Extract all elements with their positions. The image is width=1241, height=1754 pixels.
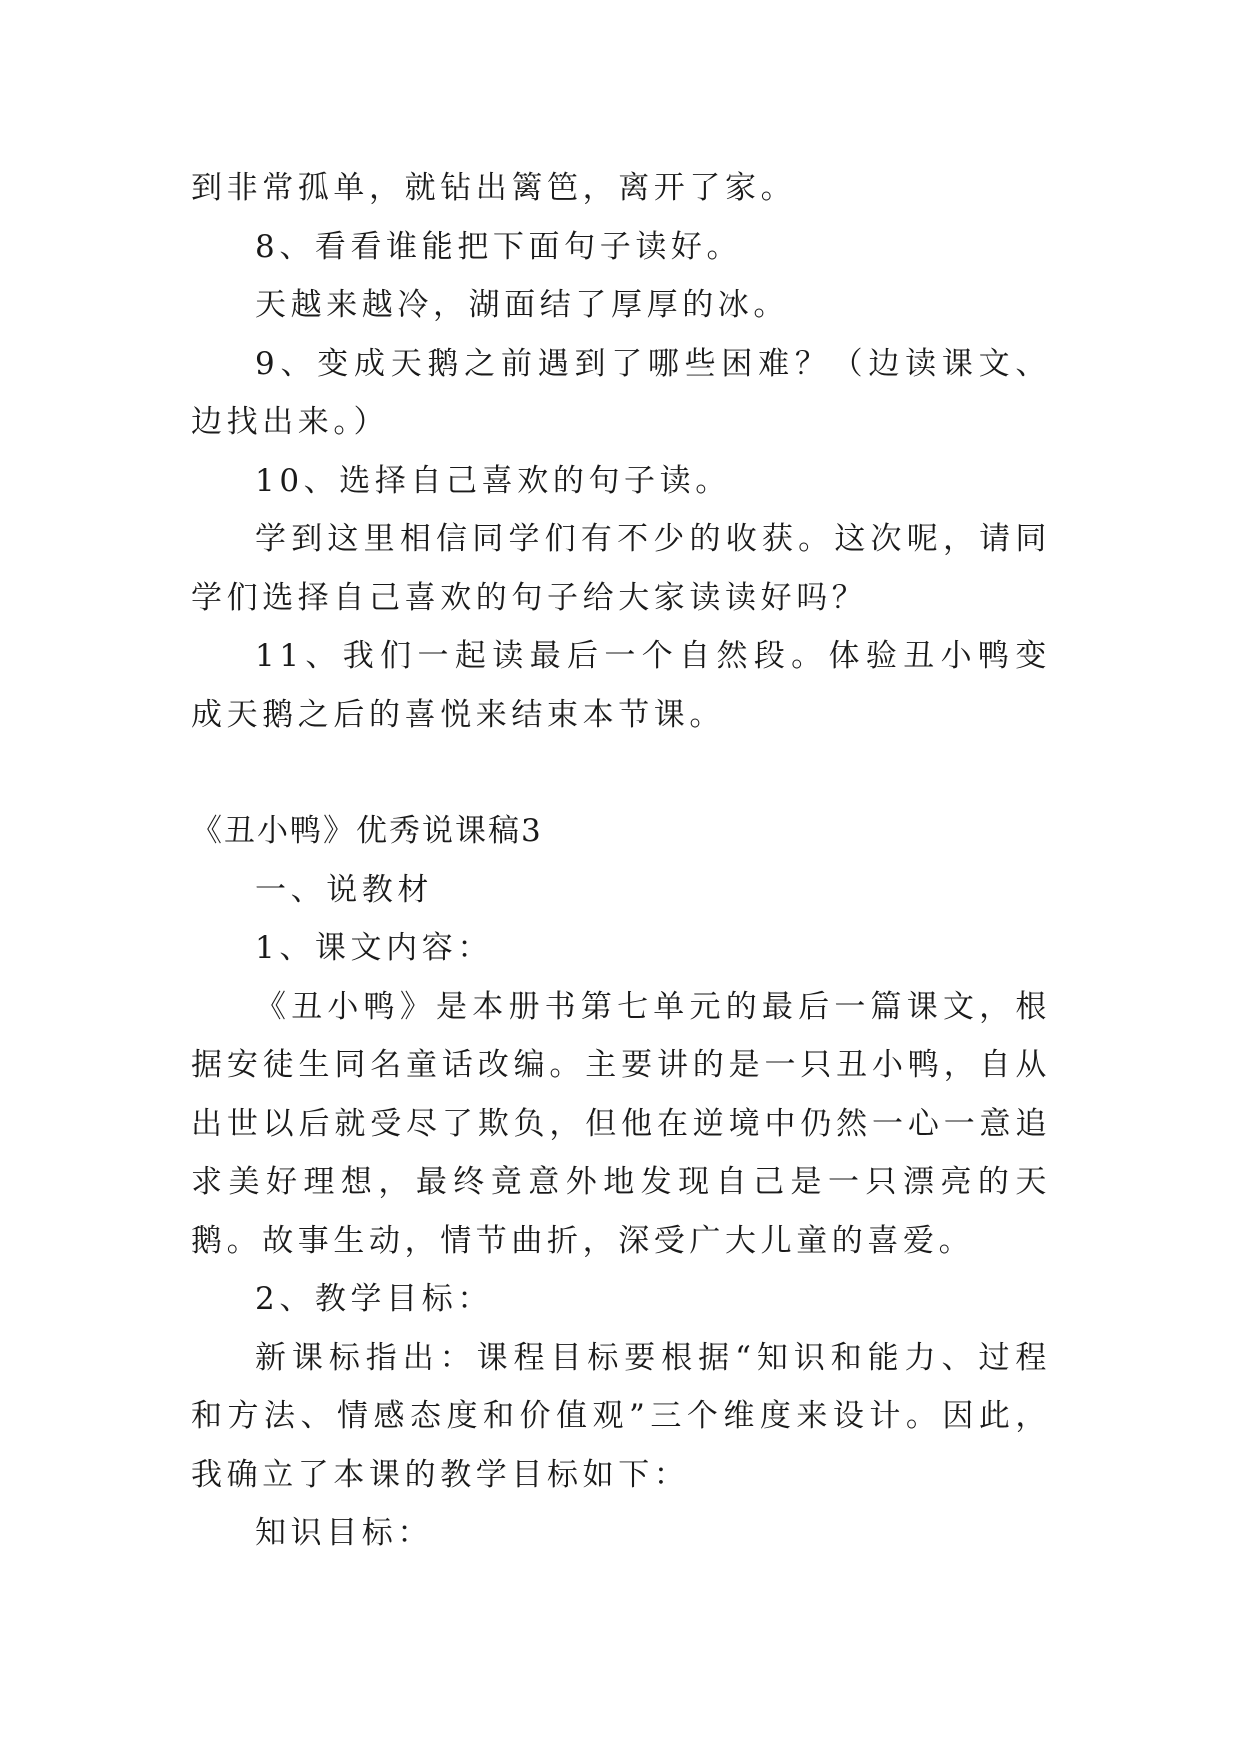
heading-content: 1、课文内容： — [255, 930, 493, 966]
paragraph-item-8: 8、看看谁能把下面句子读好。 — [255, 228, 743, 265]
heading-teaching-goals: 2、教学目标： — [255, 1281, 493, 1317]
heading-knowledge-goals: 知识目标： — [255, 1515, 433, 1551]
paragraph-encouragement: 学到这里相信同学们有不少的收获。这次呢，请同学们选择自己喜欢的句子给大家读读好吗？ — [191, 521, 1051, 616]
paragraph-item-9: 9、变成天鹅之前遇到了哪些困难？（边读课文、边找出来。） — [191, 345, 1051, 440]
paragraph-content-description: 《丑小鸭》是本册书第七单元的最后一篇课文，根据安徒生同名童话改编。主要讲的是一只丑小鸭，自从出世以后就受尽了欺负，但他在逆境中仍然一心一意追求美好理想，最终竟意外地发现自己是一只漂亮的天鹅。故事生动，情节曲折，深受广大儿童的喜爱。 — [191, 988, 1051, 1259]
section-spacer — [191, 744, 1051, 802]
paragraph-continuation: 到非常孤单，就钻出篱笆，离开了家。 — [191, 170, 797, 206]
paragraph-example-sentence: 天越来越冷，湖面结了厚厚的冰。 — [255, 287, 789, 323]
paragraph-item-10: 10、选择自己喜欢的句子读。 — [255, 462, 731, 499]
paragraph-item-11: 11、我们一起读最后一个自然段。体验丑小鸭变成天鹅之后的喜悦来结束本节课。 — [191, 638, 1051, 733]
paragraph-curriculum-standard: 新课标指出：课程目标要根据“知识和能力、过程和方法、情感态度和价值观”三个维度来设计。因此，我确立了本课的教学目标如下： — [191, 1339, 1051, 1493]
heading-textbook: 一、说教材 — [255, 871, 433, 908]
document-body — [191, 159, 1051, 1563]
section-title: 《丑小鸭》优秀说课稿3 — [191, 813, 543, 849]
